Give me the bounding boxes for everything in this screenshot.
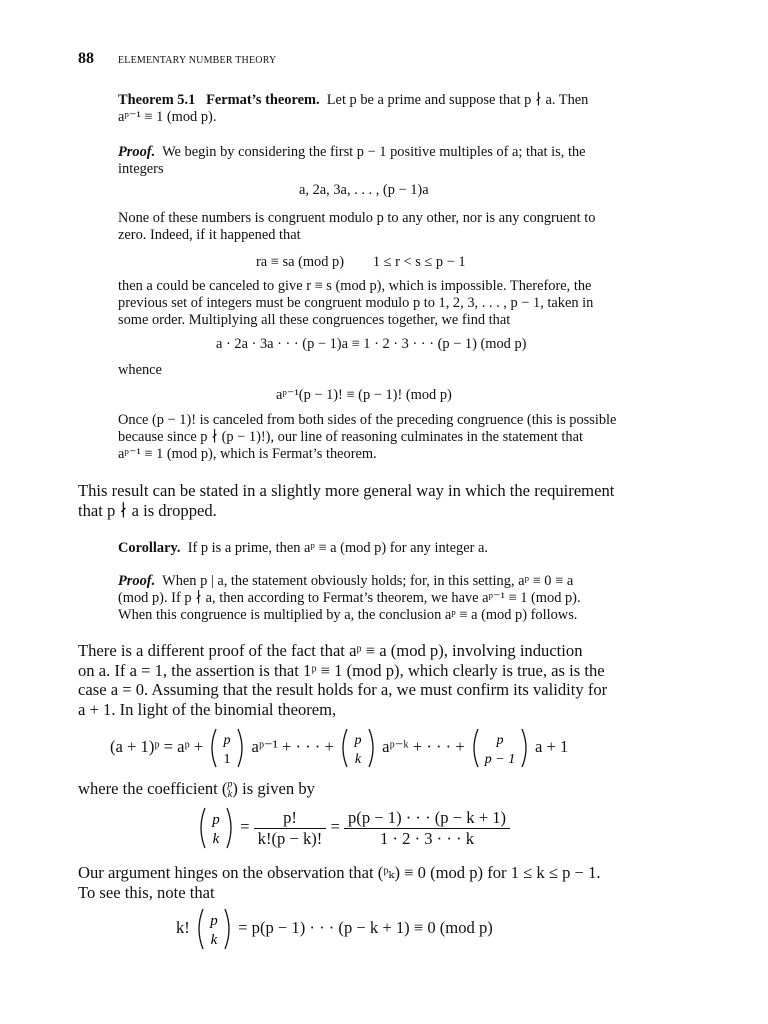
svg-text:p: p: [354, 733, 362, 748]
proof-label: Proof.: [118, 144, 156, 160]
binomial-coefficient-p-k: [196, 805, 236, 851]
theorem-block: [118, 92, 653, 126]
proof1-conclusion: Once (p − 1)! is canceled from both sides of the preceding congruence (this is possible because since p ∤ (p − 1)!), our line of reasoning culminates in the statement that aᵖ⁻¹ ≡ 1 (mod p), which is Fermat’s theorem.: [118, 412, 617, 462]
theorem-label: Theorem 5.1: [118, 92, 196, 108]
running-title: ELEMENTARY NUMBER THEORY: [118, 55, 277, 66]
proof1-line-1: Proof. We begin by considering the first p − 1 positive multiples of a; that is, the: [118, 144, 586, 160]
proof-block-2: Proof. When p | a, the statement obviously holds; for, in this setting, aᵖ ≡ 0 ≡ a (mod p). If p ∤ a, then according to Fermat’s theorem, we have aᵖ⁻¹ ≡ 1 (mod p). When this congruence is multiplied by a, the conclusion aᵖ ≡ a (mod p) follows.: [118, 573, 581, 623]
svg-text:k: k: [354, 752, 362, 767]
paragraph-induction: There is a different proof of the fact that aᵖ ≡ a (mod p), involving induction on a. If a = 1, the assertion is that 1ᵖ ≡ 1 (mod p), which clearly is true, as is the case a = 0. Assuming that the result holds for a, we must confirm its validity for a + 1. In light of the binomial theorem,: [78, 641, 608, 719]
proof1-paragraph-2: None of these numbers is congruent modulo p to any other, nor is any congruent to zero. Indeed, if it happened that: [118, 210, 596, 243]
binomial-coefficient-final: [194, 906, 234, 952]
svg-text:p: p: [496, 733, 504, 748]
theorem-statement: Let p be a prime and suppose that p ∤ a. Then: [326, 92, 589, 108]
proof1-paragraph-3: then a could be canceled to give r ≡ s (mod p), which is impossible. Therefore, the previous set of integers must be congruent modulo p to 1, 2, 3, . . . , p − 1, taken in some order. Multiplying all these congruences together, we find that: [118, 278, 594, 328]
proof-label: Proof.: [118, 573, 156, 589]
binomial-coefficient-p-minus-1: [469, 726, 531, 770]
display-product: a · 2a · 3a · · · (p − 1)a ≡ 1 · 2 · 3 · · · (p − 1) (mod p): [216, 336, 527, 352]
fraction-factorial: $\frac{p!}{k!(p - k)!}$: [254, 808, 327, 849]
binomial-coefficient-1: [207, 726, 247, 770]
fraction-product: $\frac{p(p - 1) \cdot \cdot \cdot (p - k + 1)}{1 \cdot 2 \cdot 3 \cdot \cdot \cdot k}$: [344, 808, 510, 849]
corollary-block: [118, 540, 653, 557]
binomial-expansion: (a + 1)ᵖ = aᵖ + p 1 aᵖ⁻¹ + · · · + p k aᵖ⁻ᵏ + · · · + p p − 1 a + 1: [110, 726, 568, 770]
running-header: [78, 50, 276, 68]
display-factorial: aᵖ⁻¹(p − 1)! ≡ (p − 1)! (mod p): [276, 387, 452, 403]
corollary-label: Corollary.: [118, 540, 181, 556]
coefficient-formula: p k = $\frac{p!}{k!(p - k)!}$ = $\frac{p(p - 1) \cdot \cdot \cdot (p - k + 1)}{1 \cdot 2 \cdot 3 \cdot \cdot \cdot k}$: [196, 805, 510, 851]
final-formula: k! p k = p(p − 1) · · · (p − k + 1) ≡ 0 (mod p): [176, 906, 493, 952]
svg-text:k: k: [210, 932, 218, 948]
display-multiples: a, 2a, 3a, . . . , (p − 1)a: [299, 182, 429, 198]
theorem-line-1: [118, 92, 653, 109]
binomial-coefficient-k: [338, 726, 378, 770]
paragraph-argument: Our argument hinges on the observation that (ᵖₖ) ≡ 0 (mod p) for 1 ≤ k ≤ p − 1. To see this, note that: [78, 863, 601, 902]
svg-text:p: p: [223, 733, 231, 748]
proof1-whence: whence: [118, 362, 162, 378]
svg-text:p: p: [212, 812, 220, 828]
display-congruence: ra ≡ sa (mod p) 1 ≤ r < s ≤ p − 1: [256, 254, 466, 270]
proof1-line-2: integers: [118, 161, 164, 177]
svg-text:k: k: [212, 831, 220, 847]
svg-text:p: p: [210, 913, 218, 929]
svg-text:p − 1: p − 1: [484, 752, 516, 767]
svg-text:1: 1: [223, 752, 231, 767]
paragraph-generalization: This result can be stated in a slightly more general way in which the requirement that p ∤ a is dropped.: [78, 481, 615, 520]
corollary-statement: If p is a prime, then aᵖ ≡ a (mod p) for any integer a.: [187, 540, 489, 556]
paragraph-coefficient: where the coefficient ( p k ) is given by: [78, 779, 315, 801]
proof-block-1: [118, 144, 653, 178]
theorem-name: Fermat’s theorem.: [206, 92, 320, 108]
page-number: 88: [78, 50, 94, 67]
theorem-line-2: aᵖ⁻¹ ≡ 1 (mod p).: [118, 109, 217, 125]
